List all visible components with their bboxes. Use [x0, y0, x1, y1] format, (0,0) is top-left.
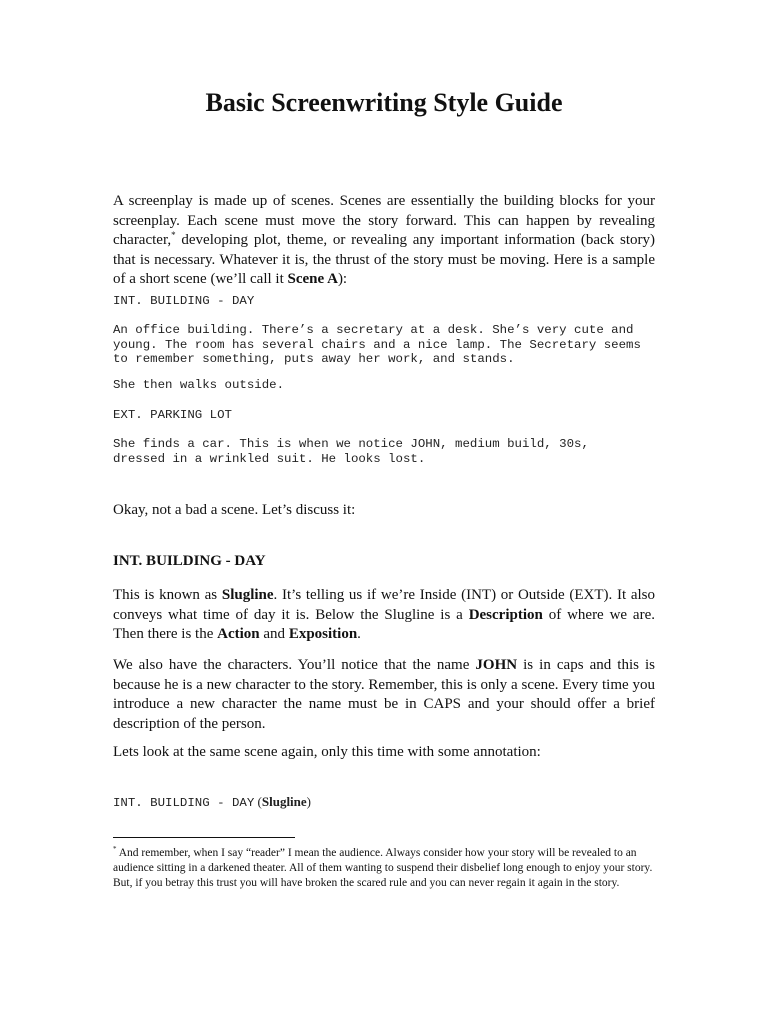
characters-paragraph — [113, 656, 655, 734]
page-title: Basic Screenwriting Style Guide — [205, 88, 563, 117]
scene-a-label: Scene A — [287, 271, 338, 287]
john-term: JOHN — [475, 657, 518, 673]
intro-text-1: A screenplay is made up of scenes. Scenes are essentially the building blocks for your screenplay. Each scene must move the story forward. This can happen by revealing character, — [113, 193, 655, 248]
annotated-slug-text: INT. BUILDING - DAY — [113, 796, 255, 810]
annotated-slugline-label: Slugline — [261, 794, 307, 809]
annotation-intro-paragraph: Lets look at the same scene again, only this time with some annotation: — [113, 744, 541, 760]
annotated-slugline — [113, 795, 673, 811]
slugline-text-2: . It’s telling us if we’re Inside (INT) or Outside (EXT). It also conveys what time of day it is. Below the Slugline is a — [113, 587, 656, 623]
discuss-paragraph: Okay, not a bad a scene. Let’s discuss it: — [113, 502, 356, 518]
intro-text-2: developing plot, theme, or revealing any important information (back story) that is necessary. Whatever it is, the thrust of the story must be moving. Here is a sample of a short scene (we’ll call it — [113, 232, 655, 287]
slugline-paragraph — [113, 586, 655, 645]
slugline-text-4: and — [259, 626, 289, 642]
scene-slugline-ext: EXT. PARKING LOT — [113, 408, 232, 422]
annotated-close-paren: ) — [306, 794, 312, 809]
scene-description-walk: She then walks outside. — [113, 378, 285, 392]
intro-paragraph — [113, 192, 655, 290]
slugline-term: Slugline — [221, 587, 274, 603]
section-heading: INT. BUILDING - DAY — [113, 553, 266, 569]
scene-slugline-int: INT. BUILDING - DAY — [113, 294, 255, 308]
exposition-term: Exposition — [288, 626, 358, 642]
footnote — [113, 846, 658, 891]
intro-text-3: ): — [337, 271, 348, 287]
characters-text-2: is in caps and this is because he is a new character to the story. Remember, this is only a scene. Every time you introduce a new character the name must be in CAPS and your should offer a brief description of the person. — [113, 657, 655, 732]
footnote-text: And remember, when I say “reader” I mean the audience. Always consider how your story will be revealed to an audience sitting in a darkened theater. All of them wanting to suspend their disbelief long enough to enjoy your story. But, if you betray this trust you will have broken the scared rule and you can never regain it again in the story. — [113, 847, 653, 889]
scene-description-car: She finds a car. This is when we notice JOHN, medium build, 30s, dressed in a wrinkled suit. He looks lost. — [113, 437, 589, 466]
footnote-divider — [113, 837, 295, 838]
footnote-marker: * — [171, 230, 176, 240]
slugline-text-1: This is known as — [113, 587, 222, 603]
description-term: Description — [468, 606, 543, 623]
action-term: Action — [217, 626, 260, 642]
slugline-text-5: . — [357, 626, 361, 642]
annotated-open-paren: ( — [254, 794, 262, 809]
scene-description-office: An office building. There’s a secretary at a desk. She’s very cute and young. The room has several chairs and a nice lamp. The Secretary seems to remember something, puts away her work, and stands. — [113, 323, 641, 366]
footnote-mark: * — [113, 845, 117, 854]
slugline-text-3: of where we are. Then there is the — [113, 606, 655, 642]
characters-text-1: We also have the characters. You’ll notice that the name — [113, 657, 476, 673]
